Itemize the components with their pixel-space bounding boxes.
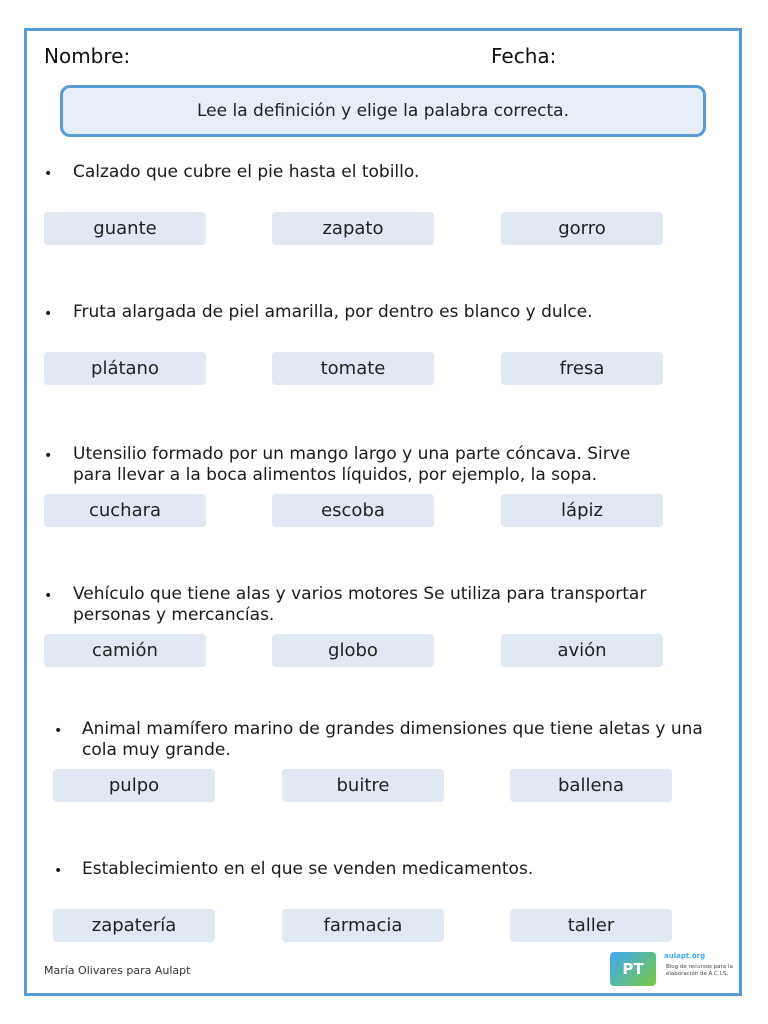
- bullet: •: [54, 863, 63, 879]
- question-2-text: Fruta alargada de piel amarilla, por dentro es blanco y dulce.: [73, 302, 593, 322]
- option-platano[interactable]: plátano: [44, 352, 206, 385]
- pt-aula-logo-icon: PT aula: [610, 952, 656, 986]
- question-5-line-1: Animal mamífero marino de grandes dimensiones que tiene aletas y una: [82, 719, 703, 739]
- logo-site: aulapt.org: [664, 952, 706, 960]
- question-1-text: Calzado que cubre el pie hasta el tobillo.: [73, 162, 420, 182]
- option-gorro[interactable]: gorro: [501, 212, 663, 245]
- option-ballena[interactable]: ballena: [510, 769, 672, 802]
- instruction-box: Lee la definición y elige la palabra correcta.: [60, 85, 706, 137]
- option-fresa[interactable]: fresa: [501, 352, 663, 385]
- question-3-line-1: Utensilio formado por un mango largo y una parte cóncava. Sirve: [73, 444, 631, 464]
- option-farmacia[interactable]: farmacia: [282, 909, 444, 942]
- name-label: Nombre:: [44, 44, 131, 68]
- question-4-line-2: personas y mercancías.: [73, 605, 275, 625]
- option-pulpo[interactable]: pulpo: [53, 769, 215, 802]
- bullet: •: [44, 448, 53, 464]
- question-6-text: Establecimiento en el que se venden medicamentos.: [82, 859, 534, 879]
- option-lapiz[interactable]: lápiz: [501, 494, 663, 527]
- option-globo[interactable]: globo: [272, 634, 434, 667]
- bullet: •: [44, 588, 53, 604]
- question-3-line-2: para llevar a la boca alimentos líquidos, por ejemplo, la sopa.: [73, 465, 598, 485]
- option-cuchara[interactable]: cuchara: [44, 494, 206, 527]
- bullet: •: [44, 166, 53, 182]
- bullet: •: [44, 306, 53, 322]
- option-avion[interactable]: avión: [501, 634, 663, 667]
- aulapt-logo: [610, 952, 740, 1012]
- question-5-line-2: cola muy grande.: [82, 740, 231, 760]
- option-escoba[interactable]: escoba: [272, 494, 434, 527]
- option-camion[interactable]: camión: [44, 634, 206, 667]
- logo-tagline: Blog de recursos para la elaboración de A.C.I.S.: [666, 964, 733, 977]
- question-4-line-1: Vehículo que tiene alas y varios motores Se utiliza para transportar: [73, 584, 647, 604]
- option-zapato[interactable]: zapato: [272, 212, 434, 245]
- author-credit: María Olivares para Aulapt: [44, 964, 191, 977]
- date-label: Fecha:: [491, 44, 557, 68]
- bullet: •: [54, 723, 63, 739]
- option-zapateria[interactable]: zapatería: [53, 909, 215, 942]
- option-tomate[interactable]: tomate: [272, 352, 434, 385]
- option-taller[interactable]: taller: [510, 909, 672, 942]
- option-guante[interactable]: guante: [44, 212, 206, 245]
- option-buitre[interactable]: buitre: [282, 769, 444, 802]
